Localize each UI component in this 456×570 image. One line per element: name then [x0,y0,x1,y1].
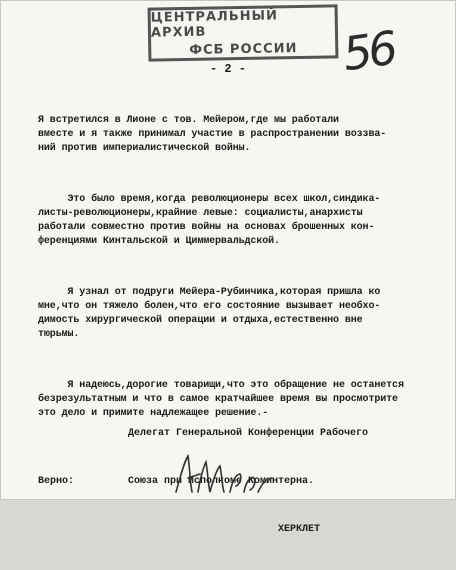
paragraph-1: Я встретился в Лионе с тов. Мейером,где мы работали вместе и я также принимал участие в распространении воззва- ний против империалистической войны. [38,115,387,154]
signature-line2: Союза при Исполкоме Коминтерна. [128,476,315,487]
archive-stamp [148,4,339,61]
paragraph-4: Я надеюсь,дорогие товарищи,что это обращение не останется безрезультатным и что в самое кратчайшее время вы просмотрите это дело и примите надлежащее решение.- [38,380,404,419]
archive-stamp-line1: ЦЕНТРАЛЬНЫЙ АРХИВ [150,8,279,41]
paragraph-2: Это было время,когда революционеры всех школ,синдика- листы-революционеры,крайние левые: социалисты,анархисты работали совместно против войны на основах брошенных кон- ференциями Кинтальской и Циммервальдской. [38,194,381,247]
archive-stamp-line2: ФСБ РОССИИ [189,41,298,58]
verno-label: Верно: [38,476,75,487]
handwritten-signature-icon [170,448,280,500]
paragraph-3: Я узнал от подруги Мейера-Рубинчика,которая пришла ко мне,что он тяжело болен,что его состояние вызывает необхо- димость хирургической операции и отдыха,естественно вне тюрьмы. [38,287,381,340]
folio-number: 56 [339,20,398,82]
signature-line1: Делегат Генеральной Конференции Рабочего [128,428,369,439]
signature-name: ХЕРКЛЕТ [278,524,321,535]
page-number: - 2 - [209,62,246,76]
